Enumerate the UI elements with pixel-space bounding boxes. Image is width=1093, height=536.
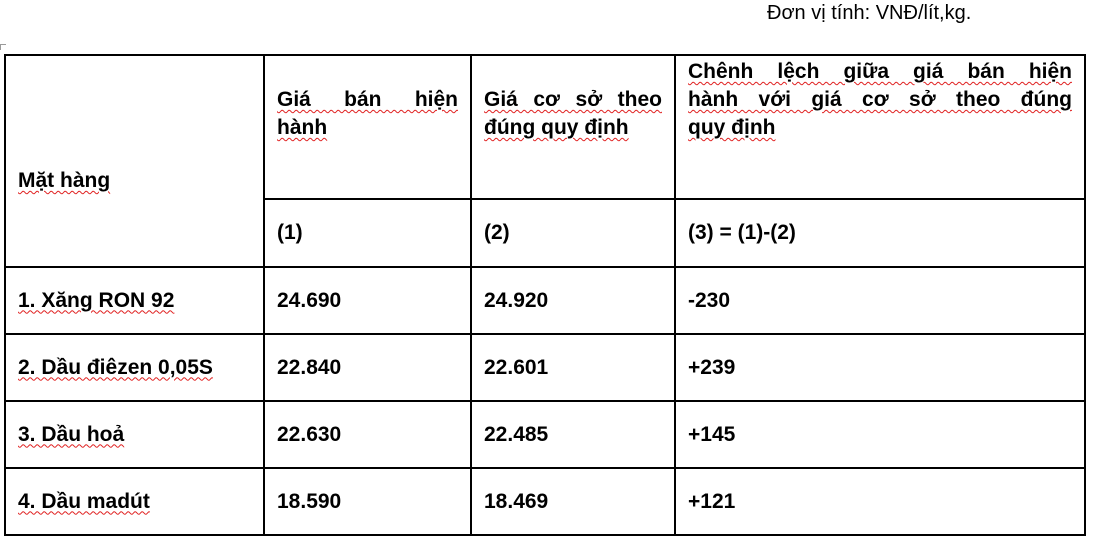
difference-cell: -230 <box>675 267 1085 334</box>
unit-note: Đơn vị tính: VNĐ/lít,kg. <box>767 2 972 24</box>
table-row <box>5 267 1085 334</box>
header-row <box>5 55 1085 199</box>
sub-header-col3: (3) = (1)-(2) <box>675 199 1085 267</box>
item-cell <box>5 401 264 468</box>
current-price-cell: 22.630 <box>264 401 471 468</box>
difference-cell: +145 <box>675 401 1085 468</box>
header-current-price-line1: Giá bán hiện <box>277 88 458 111</box>
item-label: 4. Dầu madút <box>18 489 150 513</box>
header-current-price-cell <box>264 55 471 199</box>
header-base-price-cell <box>471 55 675 199</box>
header-item-cell <box>5 55 264 267</box>
base-price-cell: 22.601 <box>471 334 675 401</box>
current-price-cell: 24.690 <box>264 267 471 334</box>
item-label: 3. Dầu hoả <box>18 422 125 446</box>
table-row <box>5 468 1085 535</box>
item-cell <box>5 334 264 401</box>
base-price-cell: 18.469 <box>471 468 675 535</box>
difference-cell: +121 <box>675 468 1085 535</box>
sub-header-col2: (2) <box>471 199 675 267</box>
item-label: 1. Xăng RON 92 <box>18 288 175 312</box>
header-base-price-line2: đúng quy định <box>484 116 629 139</box>
header-difference-line1: Chênh lệch giữa giá bán hiện <box>688 60 1072 83</box>
difference-cell: +239 <box>675 334 1085 401</box>
item-label: 2. Dầu điêzen 0,05S <box>18 355 213 379</box>
header-difference-cell <box>675 55 1085 199</box>
table-row <box>5 334 1085 401</box>
text-boundary-mark <box>0 44 6 50</box>
header-difference-line3: quy định <box>688 116 776 139</box>
table-row <box>5 401 1085 468</box>
header-difference-line2: hành với giá cơ sở theo đúng <box>688 88 1072 111</box>
current-price-cell: 18.590 <box>264 468 471 535</box>
price-comparison-table <box>4 54 1086 536</box>
header-current-price-line2: hành <box>277 116 328 139</box>
item-cell <box>5 267 264 334</box>
item-cell <box>5 468 264 535</box>
base-price-cell: 24.920 <box>471 267 675 334</box>
header-item-label: Mặt hàng <box>18 169 111 192</box>
header-base-price-line1: Giá cơ sở theo <box>484 88 662 111</box>
sub-header-col1: (1) <box>264 199 471 267</box>
base-price-cell: 22.485 <box>471 401 675 468</box>
current-price-cell: 22.840 <box>264 334 471 401</box>
